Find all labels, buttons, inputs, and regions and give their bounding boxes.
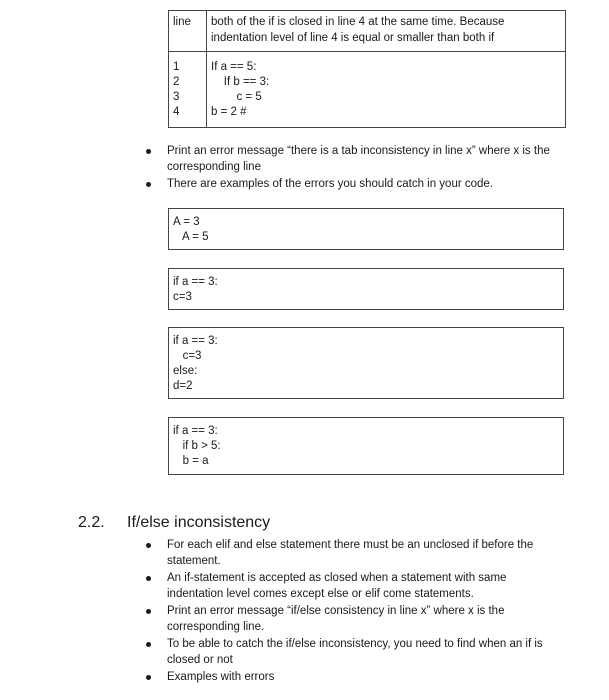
list-item: An if-statement is accepted as closed when a statement with same indentation level comes except else or elif come statements. bbox=[146, 570, 564, 602]
code-line: else: bbox=[173, 365, 198, 377]
code-line: If b == 3: bbox=[211, 76, 270, 88]
code-line: if b > 5: bbox=[173, 440, 221, 452]
code-line: c=3 bbox=[173, 350, 202, 362]
code-line: c = 5 bbox=[211, 91, 262, 103]
list-item: Print an error message “there is a tab inconsistency in line x” where x is the corresponding line bbox=[146, 143, 564, 175]
example-box-2 bbox=[168, 268, 564, 310]
bullet-icon bbox=[146, 642, 151, 647]
list-item: For each elif and else statement there must be an unclosed if before the statement. bbox=[146, 537, 564, 569]
section-number: 2.2. bbox=[78, 514, 105, 531]
line-number: 1 bbox=[173, 61, 180, 73]
code-line: A = 5 bbox=[173, 231, 209, 243]
bullet-icon bbox=[146, 576, 151, 581]
bullet-icon bbox=[146, 543, 151, 548]
code-line: If a == 5: bbox=[211, 61, 257, 73]
bullet-icon bbox=[146, 182, 151, 187]
top-bullet-list bbox=[146, 143, 564, 192]
bullet-icon bbox=[146, 609, 151, 614]
code-line: b = a bbox=[173, 455, 209, 467]
example-box-3 bbox=[168, 327, 564, 399]
line-numbers-cell bbox=[169, 52, 207, 128]
explanation-table bbox=[168, 10, 566, 128]
code-line: c=3 bbox=[173, 291, 192, 303]
bullet-icon bbox=[146, 149, 151, 154]
code-line: if a == 3: bbox=[173, 335, 218, 347]
line-number: 4 bbox=[173, 106, 180, 118]
code-cell bbox=[207, 52, 566, 128]
example-box-1 bbox=[168, 208, 564, 250]
code-line: b = 2 # bbox=[211, 106, 247, 118]
list-item: Print an error message “if/else consistency in line x” where x is the corresponding line. bbox=[146, 603, 564, 635]
table-header-label: line bbox=[169, 11, 207, 52]
line-number: 2 bbox=[173, 76, 180, 88]
table-header-text: both of the if is closed in line 4 at the same time. Because indentation level of line 4 is equal or smaller than both if bbox=[207, 11, 566, 52]
code-line: if a == 3: bbox=[173, 276, 218, 288]
list-item: To be able to catch the if/else inconsistency, you need to find when an if is closed or not bbox=[146, 636, 564, 668]
code-line: d=2 bbox=[173, 380, 193, 392]
section-title: If/else inconsistency bbox=[127, 514, 271, 531]
bullet-icon bbox=[146, 675, 151, 680]
section-bullet-list bbox=[146, 537, 564, 685]
list-item: There are examples of the errors you should catch in your code. bbox=[146, 176, 564, 192]
code-line: A = 3 bbox=[173, 216, 200, 228]
code-line: if a == 3: bbox=[173, 425, 218, 437]
list-item: Examples with errors bbox=[146, 669, 564, 685]
example-box-4 bbox=[168, 417, 564, 475]
line-number: 3 bbox=[173, 91, 180, 103]
